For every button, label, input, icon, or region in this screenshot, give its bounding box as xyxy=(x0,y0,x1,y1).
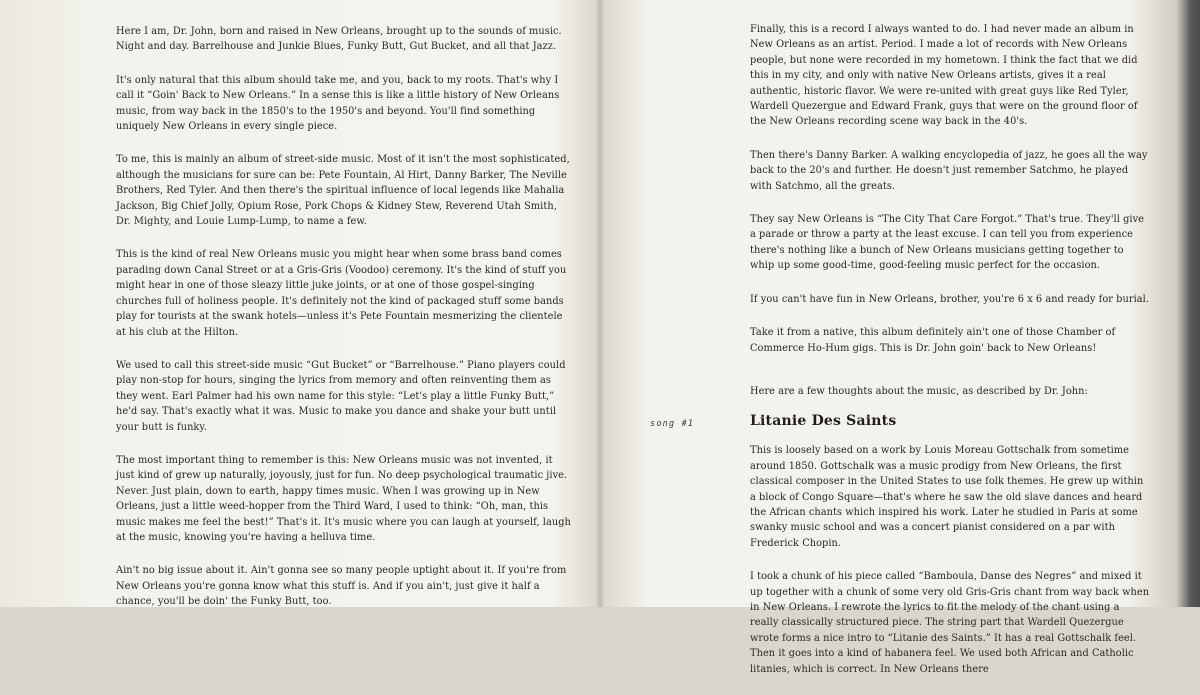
right-paragraph-2: Then there's Danny Barker. A walking encyclopedia of jazz, he goes all the way back to the 20's and further. He doesn't just remember Satchmo, he played with Satchmo, all the greats. xyxy=(750,149,1148,192)
song-header xyxy=(650,413,1150,435)
song-number-label: song #1 xyxy=(650,419,695,430)
right-paragraph-5: Take it from a native, this album definitely ain't one of those Chamber of Commerce Ho-Hum gigs. This is Dr. John goin' back to New Orleans! xyxy=(750,327,1116,354)
left-paragraph-5: We used to call this street-side music “Gut Bucket” or “Barrelhouse.” Piano players could play non-stop for hours, singing the lyrics from memory and often reinventing them as they went. Earl Palmer had his own name for this style: “Let's play a little Funky Butt,” he'd say. That's exactly what it was. Music to make you dance and shake your butt until your butt is funky. xyxy=(116,359,566,433)
right-page xyxy=(650,22,1150,695)
left-page xyxy=(116,24,572,628)
left-paragraph-6: The most important thing to remember is this: New Orleans music was not invented, it just kind of grew up naturally, joyously, just for fun. No deep psychological traumatic jive. Never. Just plain, down to earth, happy times music. When I was growing up in New Orleans, just a little weed-hopper from the Third Ward, I used to think: “Oh, man, this music makes me feel the best!” That's it. It's music where you can laugh at yourself, laugh at the music, knowing you're having a helluva time. xyxy=(116,454,571,543)
spine-fold xyxy=(596,0,604,607)
left-paragraph-2: It's only natural that this album should take me, and you, back to my roots. That's why I call it “Goin' Back to New Orleans.” In a sense this is like a little history of New Orleans music, from way back in the 1850's to the 1950's and beyond. You'll find something uniquely New Orleans in every single piece. xyxy=(116,74,560,133)
left-paragraph-4: This is the kind of real New Orleans music you might hear when some brass band comes parading down Canal Street or at a Gris-Gris (Voodoo) ceremony. It's the kind of stuff you might hear in one of those sleazy little juke joints, or at one of those gospel-singing churches full of holiness people. It's definitely not the kind of packaged stuff some bands play for tourists at the swank hotels—unless it's Pete Fountain mesmerizing the clientele at his club at the Hilton. xyxy=(116,249,567,338)
left-paragraph-7: Ain't no big issue about it. Ain't gonna see so many people uptight about it. If you're from New Orleans you're gonna know what this stuff is. And if you ain't, just give it half a chance, you'll be doin' the Funky Butt, too. xyxy=(116,565,567,608)
intro-line: Here are a few thoughts about the music, as described by Dr. John: xyxy=(750,385,1088,397)
right-paragraph-1: Finally, this is a record I always wanted to do. I had never made an album in New Orleans as an artist. Period. I made a lot of records with New Orleans people, but none were recorded in my hometown. I think the fact that we did this in my city, and only with native New Orleans artists, gives it a real authentic, historic flavor. We were re-united with great guys like Red Tyler, Wardell Quezergue and Edward Frank, guys that were on the ground floor of the New Orleans recording scene way back in the 40's. xyxy=(750,24,1138,128)
song-paragraph-1: This is loosely based on a work by Louis Moreau Gottschalk from sometime around 1850. Gottschalk was a music prodigy from New Orleans, the first classical composer in the United States to use folk themes. He grew up within a block of Congo Square—that's where he saw the old slave dances and heard the African chants which inspired his work. Later he studied in Paris at some swanky music school and was a concert pianist considered on a par with Frederick Chopin. xyxy=(750,445,1144,549)
song-paragraph-2: I took a chunk of his piece called “Bamboula, Danse des Negres” and mixed it up together with a chunk of some very old Gris-Gris chant from way back when in New Orleans. I rewrote the lyrics to fit the melody of the chant using a really classically structured piece. The string part that Wardell Quezergue wrote forms a nice intro to “Litanie des Saints.” It has a real Gottschalk feel. Then it goes into a kind of habanera feel. We used both African and Catholic litanies, which is correct. In New Orleans there xyxy=(750,571,1150,675)
right-paragraph-4: If you can't have fun in New Orleans, brother, you're 6 x 6 and ready for burial. xyxy=(750,293,1150,305)
left-paragraph-1: Here I am, Dr. John, born and raised in New Orleans, brought up to the sounds of music. Night and day. Barrelhouse and Junkie Blues, Funky Butt, Gut Bucket, and all that Jazz. xyxy=(116,26,562,53)
left-paragraph-3: To me, this is mainly an album of street-side music. Most of it isn't the most sophisticated, although the musicians for sure can be: Pete Fountain, Al Hirt, Danny Barker, The Neville Brothers, Red Tyler. And then there's the spiritual influence of local legends like Mahalia Jackson, Big Chief Jolly, Opium Rose, Pork Chops & Kidney Stew, Reverend Utah Smith, Dr. Mighty, and Louie Lump-Lump, to name a few. xyxy=(116,154,570,228)
song-title: Litanie Des Saints xyxy=(750,413,897,430)
right-paragraph-3: They say New Orleans is “The City That Care Forgot.” That's true. They'll give a parade or throw a party at the least excuse. I can tell you from experience there's nothing like a bunch of New Orleans musicians getting together to whip up some good-time, good-feeling music perfect for the occasion. xyxy=(750,214,1145,272)
